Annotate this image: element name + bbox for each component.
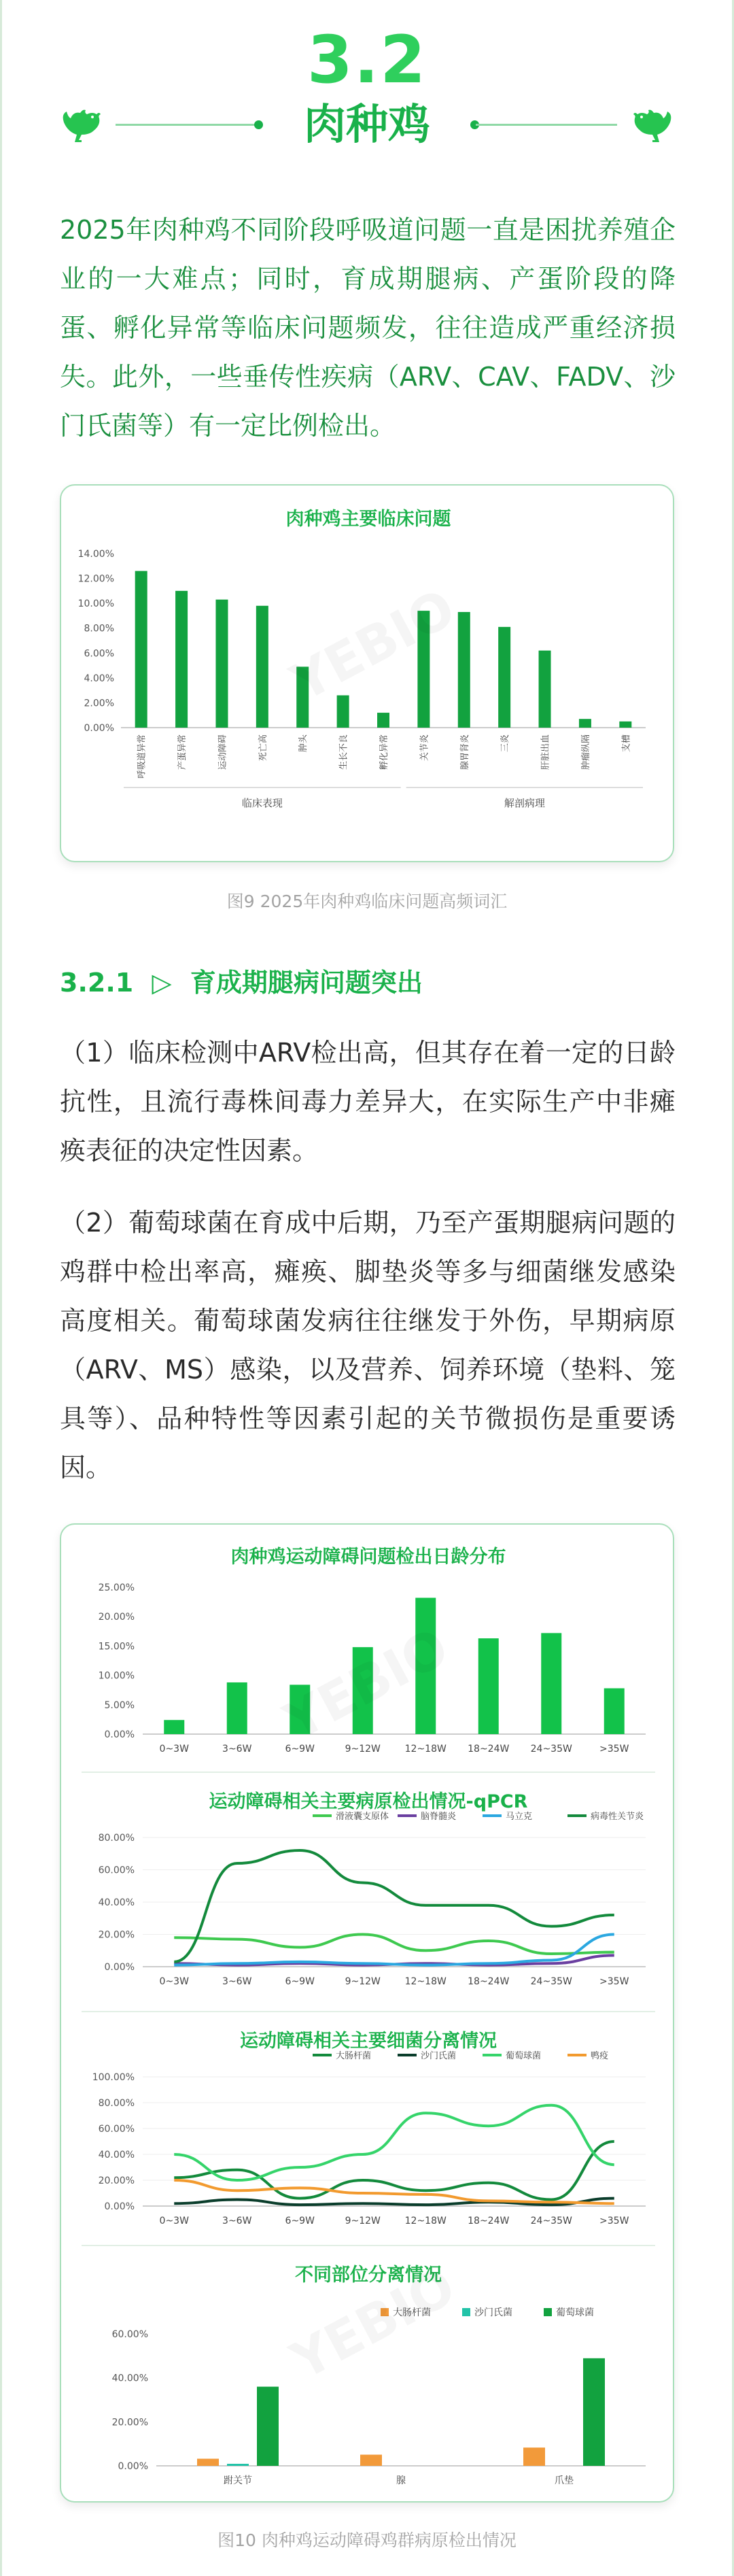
x-tick-label: 24~35W <box>530 1744 572 1755</box>
y-tick-label: 40.00% <box>98 2150 135 2160</box>
series-line <box>174 1850 614 1962</box>
bar <box>583 2358 605 2466</box>
bar <box>478 1638 499 1734</box>
x-tick-label: 6~9W <box>285 1744 315 1755</box>
x-tick-label: 肝脏出血 <box>540 734 551 770</box>
x-tick-label: 肿瘤纵隔 <box>580 734 591 770</box>
bar <box>197 2459 219 2466</box>
section-number: 3.2 <box>307 22 427 98</box>
bar <box>523 2447 545 2466</box>
x-tick-label: 9~12W <box>345 1976 381 1987</box>
bar <box>215 600 228 728</box>
x-tick-label: 产蛋异常 <box>177 734 188 770</box>
y-tick-label: 25.00% <box>98 1582 135 1593</box>
legend-label: 鸭疫 <box>591 2051 609 2061</box>
fig9-card <box>60 484 674 862</box>
y-tick-label: 5.00% <box>104 1699 135 1711</box>
x-tick-label: 12~18W <box>404 1744 447 1755</box>
x-tick-label: >35W <box>599 2216 629 2226</box>
paragraph-2: （2）葡萄球菌在育成中后期，乃至产蛋期腿病问题的鸡群中检出率高，瘫痪、脚垫炎等多与细菌继发感染高度相关。葡萄球菌发病往往继发于外伤，早期病原（ARV、MS）感染，以及营养、饲养环境（垫料、笼具等）、品种特性等因素引起的关节微损伤是重要诱因。 <box>60 1208 676 1482</box>
fig9-chart-title: 肉种鸡主要临床问题 <box>285 509 451 530</box>
y-tick-label: 60.00% <box>111 2329 148 2340</box>
x-tick-label: 18~24W <box>468 1976 510 1987</box>
y-tick-label: 60.00% <box>98 1865 135 1876</box>
x-tick-label: 爪垫 <box>555 2475 574 2486</box>
panel-title: 不同部位分离情况 <box>295 2265 442 2286</box>
bar <box>227 1682 247 1734</box>
bar <box>257 2387 279 2466</box>
x-tick-label: 24~35W <box>530 1976 572 1987</box>
bar <box>360 2455 382 2466</box>
panel-title: 运动障碍相关主要细菌分离情况 <box>240 2031 497 2052</box>
bar <box>377 713 389 728</box>
intro-paragraph: 2025年肉种鸡不同阶段呼吸道问题一直是困扰养殖企业的一大难点；同时，育成期腿病、产蛋阶段的降蛋、孵化异常等临床问题频发，往往造成严重经济损失。此外，一些垂传性疾病（ARV、CAV、FADV、沙门氏菌等）有一定比例检出。 <box>60 215 676 441</box>
y-tick-label: 40.00% <box>98 1897 135 1908</box>
legend-label: 葡萄球菌 <box>506 2051 542 2061</box>
bar <box>135 571 147 728</box>
legend-label: 脑脊髓炎 <box>421 1812 457 1822</box>
fig10-caption: 图10 肉种鸡运动障碍鸡群病原检出情况 <box>217 2530 517 2550</box>
legend-label: 葡萄球菌 <box>556 2307 594 2318</box>
section-title: 肉种鸡 <box>303 99 430 149</box>
y-tick-label: 12.00% <box>77 573 114 585</box>
legend-label: 大肠杆菌 <box>393 2307 431 2318</box>
y-tick-label: 6.00% <box>84 648 114 660</box>
y-tick-label: 10.00% <box>77 598 114 610</box>
x-tick-label: 腺胃肾炎 <box>459 734 470 770</box>
bar <box>164 1720 184 1734</box>
y-tick-label: 80.00% <box>98 2098 135 2109</box>
legend-label: 沙门氏菌 <box>421 2051 457 2061</box>
chicken-left-icon <box>58 102 107 144</box>
legend-label: 马立克 <box>506 1812 533 1822</box>
bar <box>256 606 268 728</box>
bar <box>337 695 349 728</box>
subsection-heading <box>60 962 423 999</box>
y-tick-label: 2.00% <box>84 698 114 709</box>
y-tick-label: 20.00% <box>98 1612 135 1623</box>
x-tick-label: 呼吸道异常 <box>137 734 147 779</box>
divider-left <box>116 124 257 126</box>
y-tick-label: 20.00% <box>98 1929 135 1941</box>
fig9-caption: 图9 2025年肉种鸡临床问题高频词汇 <box>226 892 508 911</box>
y-tick-label: 0.00% <box>104 1962 135 1973</box>
x-tick-label: 关节炎 <box>419 734 430 762</box>
bar <box>604 1689 625 1734</box>
x-tick-label: 3~6W <box>222 2216 252 2226</box>
x-tick-label: 18~24W <box>468 1744 510 1755</box>
y-tick-label: 100.00% <box>92 2072 135 2083</box>
legend-label: 大肠杆菌 <box>336 2051 372 2061</box>
x-tick-label: 肿头 <box>298 734 309 753</box>
legend-label: 沙门氏菌 <box>474 2307 512 2318</box>
x-tick-label: 12~18W <box>404 2216 447 2226</box>
x-tick-label: 跗关节 <box>224 2475 252 2486</box>
legend-label: 滑液囊支原体 <box>336 1812 389 1822</box>
chicken-right-icon <box>627 102 676 144</box>
fig10-panel <box>82 2012 655 2226</box>
x-tick-label: 18~24W <box>468 2216 510 2226</box>
x-tick-label: 24~35W <box>530 2216 572 2226</box>
y-tick-label: 0.00% <box>104 1729 135 1740</box>
triangle-icon: ▷ <box>152 968 172 998</box>
x-tick-label: 支槽 <box>621 734 632 753</box>
x-tick-label: 腺 <box>396 2475 406 2486</box>
fig10-panel <box>82 1772 655 1987</box>
y-tick-label: 80.00% <box>98 1833 135 1844</box>
x-tick-label: 孵化异常 <box>379 734 389 770</box>
group-label: 解剖病理 <box>504 797 545 809</box>
y-tick-label: 4.00% <box>84 673 114 684</box>
subsection-number: 3.2.1 <box>60 968 134 998</box>
bar <box>175 591 188 728</box>
legend-label: 病毒性关节炎 <box>591 1812 644 1822</box>
bar <box>539 651 551 728</box>
y-tick-label: 10.00% <box>98 1670 135 1682</box>
x-tick-label: 生长不良 <box>338 734 349 770</box>
x-tick-label: 3~6W <box>222 1744 252 1755</box>
x-tick-label: 3~6W <box>222 1976 252 1987</box>
x-tick-label: 6~9W <box>285 1976 315 1987</box>
x-tick-label: 死亡高 <box>258 734 268 762</box>
y-tick-label: 20.00% <box>98 2175 135 2186</box>
bar <box>579 719 591 728</box>
bar <box>498 627 510 728</box>
fig10-panel <box>82 2245 655 2486</box>
y-tick-label: 0.00% <box>118 2461 148 2472</box>
x-tick-label: 6~9W <box>285 2216 315 2226</box>
divider-right <box>476 124 617 126</box>
y-tick-label: 15.00% <box>98 1641 135 1653</box>
x-tick-label: >35W <box>599 1976 629 1987</box>
panel-title: 肉种鸡运动障碍问题检出日龄分布 <box>230 1546 506 1567</box>
panel-title: 运动障碍相关主要病原检出情况-qPCR <box>209 1791 528 1812</box>
y-tick-label: 14.00% <box>77 549 114 560</box>
x-tick-label: 0~3W <box>159 1976 189 1987</box>
fig10-card <box>60 1523 674 2503</box>
x-tick-label: 9~12W <box>345 2216 381 2226</box>
page-border-left <box>0 0 2 2576</box>
y-tick-label: 0.00% <box>104 2201 135 2212</box>
y-tick-label: 8.00% <box>84 623 114 634</box>
y-tick-label: 0.00% <box>84 723 114 734</box>
x-tick-label: 9~12W <box>345 1744 381 1755</box>
legend-swatch <box>544 2308 552 2316</box>
bar <box>619 722 631 728</box>
x-tick-label: 0~3W <box>159 1744 189 1755</box>
subsection-title: 育成期腿病问题突出 <box>190 968 423 998</box>
series-line <box>174 1935 614 1954</box>
y-tick-label: 20.00% <box>111 2417 148 2428</box>
paragraph-1: （1）临床检测中ARV检出高，但其存在着一定的日龄抗性，且流行毒株间毒力差异大，在实际生产中非瘫痪表征的决定性因素。 <box>60 1038 676 1166</box>
x-tick-label: 12~18W <box>404 1976 447 1987</box>
x-tick-label: 运动障碍 <box>217 734 228 770</box>
group-label: 临床表现 <box>241 797 283 809</box>
x-tick-label: >35W <box>599 1744 629 1755</box>
bar <box>541 1633 561 1734</box>
x-tick-label: 0~3W <box>159 2216 189 2226</box>
y-tick-label: 60.00% <box>98 2124 135 2135</box>
bar <box>227 2464 249 2466</box>
x-tick-label: 三炎 <box>500 734 511 753</box>
divider-dot-left <box>254 120 263 129</box>
y-tick-label: 40.00% <box>111 2373 148 2384</box>
